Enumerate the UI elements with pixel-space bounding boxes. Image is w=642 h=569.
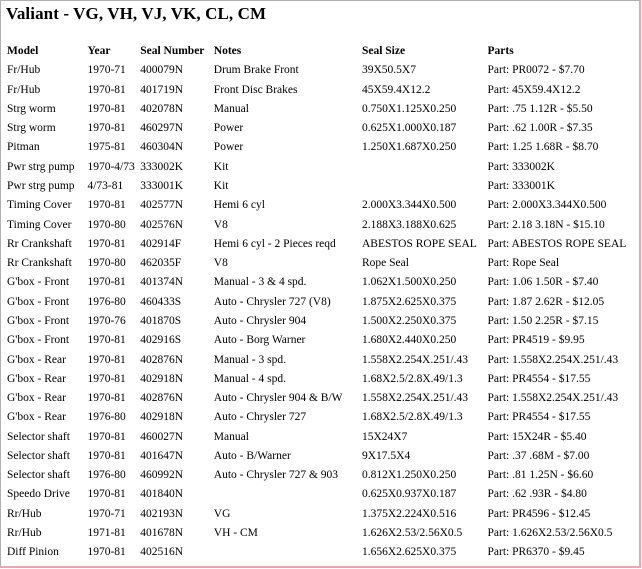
cell-model: Diff Pinion — [7, 546, 59, 559]
cell-seal-number: 402914F — [140, 237, 182, 250]
cell-model: Speedo Drive — [7, 488, 70, 501]
cell-model: Selector shaft — [7, 469, 70, 482]
cell-parts: Part: 2.000X3.344X0.500 — [487, 199, 607, 212]
cell-seal-size: 1.875X2.625X0.375 — [361, 295, 457, 308]
cell-model: Rr Crankshaft — [7, 237, 72, 250]
cell-model: G'box - Front — [7, 276, 70, 289]
cell-seal-size: 0.625X1.000X0.187 — [361, 122, 457, 135]
table-row — [7, 408, 639, 427]
cell-notes: Auto - Borg Warner — [213, 334, 306, 347]
cell-seal-size: ABESTOS ROPE SEAL — [361, 237, 477, 250]
cell-seal-number: 402918N — [140, 372, 184, 385]
cell-seal-size: 1.500X2.250X0.375 — [361, 314, 457, 327]
cell-parts: Part: ABESTOS ROPE SEAL — [487, 237, 627, 250]
cell-parts: Part: 1.50 2.25R - $7.15 — [487, 314, 599, 327]
cell-seal-number: 401374N — [140, 276, 184, 289]
cell-year: 1970-81 — [87, 199, 126, 212]
cell-model: G'box - Front — [7, 314, 70, 327]
cell-seal-number: 460027N — [140, 430, 184, 443]
cell-seal-size: 1.68X2.5/2.8X.49/1.3 — [361, 372, 463, 385]
cell-model: G'box - Rear — [7, 411, 66, 424]
cell-year: 1970-81 — [87, 392, 126, 405]
table-row — [7, 524, 639, 543]
cell-parts: Part: PR4519 - $9.95 — [487, 334, 585, 347]
table-row — [7, 389, 639, 408]
table-row — [7, 370, 639, 389]
cell-parts: Part: 1.558X2.254X.251/.43 — [487, 353, 619, 366]
cell-notes: Auto - Chrysler 904 — [213, 314, 307, 327]
cell-model: Fr/Hub — [7, 83, 41, 96]
cell-seal-number: 333001K — [140, 179, 184, 192]
cell-year: 1970-81 — [87, 353, 126, 366]
cell-model: Selector shaft — [7, 449, 70, 462]
table-row — [7, 119, 639, 138]
cell-seal-size: 39X50.5X7 — [361, 64, 416, 77]
cell-model: Rr/Hub — [7, 527, 42, 540]
cell-parts: Part: Rope Seal — [487, 257, 560, 270]
cell-seal-number: 402918N — [140, 411, 184, 424]
cell-notes: Manual — [213, 430, 249, 443]
cell-model: G'box - Rear — [7, 372, 66, 385]
cell-parts: Part: .62 .93R - $4.80 — [487, 488, 587, 501]
cell-notes — [214, 485, 362, 504]
cell-seal-number: 462035F — [140, 257, 182, 270]
cell-parts: Part: .81 1.25N - $6.60 — [487, 469, 594, 482]
cell-seal-size — [362, 158, 488, 177]
cell-parts: Part: PR4554 - $17.55 — [487, 411, 591, 424]
table-row — [7, 293, 639, 312]
cell-notes: Power — [213, 141, 244, 154]
cell-parts: Part: .62 1.00R - $7.35 — [487, 122, 593, 135]
cell-parts: Part: 1.626X2.53/2.56X0.5 — [487, 527, 613, 540]
cell-seal-size: 1.656X2.625X0.375 — [361, 546, 457, 559]
cell-seal-size: 0.750X1.125X0.250 — [361, 102, 457, 115]
cell-year: 1970-81 — [87, 430, 126, 443]
cell-parts: Part: PR0072 - $7.70 — [487, 64, 585, 77]
cell-model: G'box - Rear — [7, 353, 66, 366]
cell-seal-size: 1.558X2.254X.251/.43 — [361, 392, 469, 405]
cell-model: Fr/Hub — [7, 64, 41, 77]
header-year: Year — [87, 45, 111, 57]
cell-seal-size: 1.062X1.500X0.250 — [361, 276, 457, 289]
cell-seal-size: 1.375X2.224X0.516 — [361, 507, 457, 520]
cell-year: 1970-81 — [87, 334, 126, 347]
table-row — [7, 61, 639, 80]
cell-seal-number: 401840N — [140, 488, 184, 501]
header-seal-size: Seal Size — [361, 45, 406, 57]
cell-seal-size: 1.68X2.5/2.8X.49/1.3 — [361, 411, 463, 424]
cell-year: 1971-81 — [87, 527, 126, 540]
cell-seal-size: 0.625X0.937X0.187 — [361, 488, 457, 501]
table-row — [7, 428, 639, 447]
cell-model: Rr Crankshaft — [7, 257, 72, 270]
cell-notes: Auto - Chrysler 727 & 903 — [213, 469, 339, 482]
cell-seal-number: 402576N — [140, 218, 184, 231]
cell-notes: Hemi 6 cyl — [213, 199, 265, 212]
cell-year: 1976-80 — [87, 411, 126, 424]
cell-seal-number: 402577N — [140, 199, 184, 212]
header-model: Model — [7, 45, 39, 57]
table-header-row — [7, 42, 639, 61]
cell-seal-size: 0.812X1.250X0.250 — [361, 469, 457, 482]
cell-model: Strg worm — [7, 102, 56, 115]
cell-seal-number: 460297N — [140, 122, 184, 135]
cell-seal-number: 401647N — [140, 449, 184, 462]
cell-model: G'box - Front — [7, 295, 70, 308]
cell-seal-size: Rope Seal — [361, 257, 409, 270]
cell-model: Rr/Hub — [7, 507, 42, 520]
cell-year: 1976-80 — [87, 295, 126, 308]
cell-model: Pwr strg pump — [7, 160, 75, 173]
cell-seal-number: 402876N — [140, 392, 184, 405]
cell-seal-size: 1.558X2.254X.251/.43 — [361, 353, 469, 366]
cell-parts: Part: 1.06 1.50R - $7.40 — [487, 276, 599, 289]
cell-seal-size: 2.000X3.344X0.500 — [361, 199, 457, 212]
cell-seal-number: 460304N — [140, 141, 184, 154]
cell-notes: Auto - Chrysler 727 (V8) — [213, 295, 331, 308]
table-row — [7, 235, 639, 254]
cell-parts: Part: PR4596 - $12.45 — [487, 507, 591, 520]
cell-parts: Part: 45X59.4X12.2 — [487, 83, 581, 96]
cell-seal-number: 402078N — [140, 102, 184, 115]
cell-parts: Part: PR6370 - $9.45 — [487, 546, 585, 559]
cell-year: 1970-71 — [87, 507, 126, 520]
table-row — [7, 447, 639, 466]
cell-model: Timing Cover — [7, 218, 72, 231]
cell-parts: Part: 1.558X2.254X.251/.43 — [487, 392, 619, 405]
table-row — [7, 543, 639, 562]
cell-year: 1970-81 — [87, 102, 126, 115]
cell-year: 1970-80 — [87, 257, 126, 270]
cell-seal-size — [362, 177, 488, 196]
cell-notes: Manual - 3 spd. — [213, 353, 286, 366]
cell-year: 1970-81 — [87, 122, 126, 135]
cell-seal-number: 401870S — [140, 314, 182, 327]
cell-notes: Manual — [213, 102, 249, 115]
cell-year: 1970-81 — [87, 237, 126, 250]
header-seal-number: Seal Number — [140, 45, 205, 57]
cell-seal-number: 400079N — [140, 64, 184, 77]
cell-seal-number: 401678N — [140, 527, 184, 540]
cell-notes: Drum Brake Front — [213, 64, 299, 77]
cell-year: 1970-81 — [87, 372, 126, 385]
cell-seal-number: 402916S — [140, 334, 182, 347]
cell-parts: Part: 333002K — [487, 160, 555, 173]
cell-notes — [214, 543, 362, 562]
cell-seal-size: 15X24X7 — [361, 430, 408, 443]
cell-parts: Part: 2.18 3.18N - $15.10 — [487, 218, 605, 231]
cell-year: 1970-76 — [87, 314, 126, 327]
cell-notes: Kit — [213, 179, 229, 192]
cell-notes: Auto - Chrysler 727 — [213, 411, 307, 424]
header-notes: Notes — [213, 45, 242, 57]
cell-model: Timing Cover — [7, 199, 72, 212]
table-row — [7, 196, 639, 215]
cell-parts: Part: 1.87 2.62R - $12.05 — [487, 295, 605, 308]
cell-year: 1970-71 — [87, 64, 126, 77]
cell-year: 1975-81 — [87, 141, 126, 154]
table-row — [7, 177, 639, 196]
table-row — [7, 100, 639, 119]
table-row — [7, 505, 639, 524]
table-row — [7, 466, 639, 485]
cell-model: G'box - Front — [7, 334, 70, 347]
cell-parts: Part: 333001K — [487, 179, 555, 192]
cell-parts: Part: 1.25 1.68R - $8.70 — [487, 141, 599, 154]
cell-notes: V8 — [213, 218, 228, 231]
table-row — [7, 254, 639, 273]
cell-year: 1970-4/73 — [87, 160, 135, 173]
seal-parts-table — [7, 42, 639, 563]
cell-seal-size: 1.680X2.440X0.250 — [361, 334, 457, 347]
table-row — [7, 138, 639, 157]
cell-parts: Part: PR4554 - $17.55 — [487, 372, 591, 385]
cell-model: G'box - Rear — [7, 392, 66, 405]
table-row — [7, 273, 639, 292]
table-body — [7, 61, 639, 562]
cell-notes: Kit — [213, 160, 229, 173]
table-row — [7, 81, 639, 100]
cell-notes: Manual - 4 spd. — [213, 372, 286, 385]
cell-notes: V8 — [213, 257, 228, 270]
table-row — [7, 312, 639, 331]
cell-seal-number: 402876N — [140, 353, 184, 366]
cell-model: Strg worm — [7, 122, 56, 135]
cell-notes: Auto - Chrysler 904 & B/W — [213, 392, 343, 405]
cell-year: 1970-81 — [87, 546, 126, 559]
cell-seal-size: 1.626X2.53/2.56X0.5 — [361, 527, 463, 540]
cell-year: 1970-81 — [87, 276, 126, 289]
cell-model: Pitman — [7, 141, 40, 154]
table-row — [7, 216, 639, 235]
cell-notes: Auto - B/Warner — [213, 449, 291, 462]
cell-model: Pwr strg pump — [7, 179, 75, 192]
table-row — [7, 331, 639, 350]
cell-parts: Part: 15X24R - $5.40 — [487, 430, 587, 443]
cell-seal-size: 9X17.5X4 — [361, 449, 411, 462]
cell-notes: VH - CM — [213, 527, 258, 540]
cell-seal-size: 45X59.4X12.2 — [361, 83, 431, 96]
cell-parts: Part: .75 1.12R - $5.50 — [487, 102, 593, 115]
cell-model: Selector shaft — [7, 430, 70, 443]
cell-seal-number: 460992N — [140, 469, 184, 482]
cell-year: 1970-81 — [87, 83, 126, 96]
cell-parts: Part: .37 .68M - $7.00 — [487, 449, 590, 462]
cell-year: 1970-81 — [87, 449, 126, 462]
cell-year: 4/73-81 — [87, 179, 124, 192]
cell-notes: Hemi 6 cyl - 2 Pieces reqd — [213, 237, 336, 250]
cell-year: 1976-80 — [87, 469, 126, 482]
cell-notes: Manual - 3 & 4 spd. — [213, 276, 307, 289]
table-row — [7, 158, 639, 177]
page-title: Valiant - VG, VH, VJ, VK, CL, CM — [6, 4, 267, 23]
cell-year: 1970-80 — [87, 218, 126, 231]
table-row — [7, 351, 639, 370]
cell-notes: Front Disc Brakes — [213, 83, 298, 96]
cell-seal-number: 401719N — [140, 83, 184, 96]
cell-notes: Power — [213, 122, 244, 135]
cell-notes: VG — [213, 507, 231, 520]
cell-year: 1970-81 — [87, 488, 126, 501]
cell-seal-size: 1.250X1.687X0.250 — [361, 141, 457, 154]
cell-seal-number: 460433S — [140, 295, 182, 308]
table-row — [7, 485, 639, 504]
header-parts: Parts — [487, 45, 514, 57]
cell-seal-number: 402516N — [140, 546, 184, 559]
cell-seal-number: 333002K — [140, 160, 184, 173]
cell-seal-number: 402193N — [140, 507, 184, 520]
cell-seal-size: 2.188X3.188X0.625 — [361, 218, 457, 231]
